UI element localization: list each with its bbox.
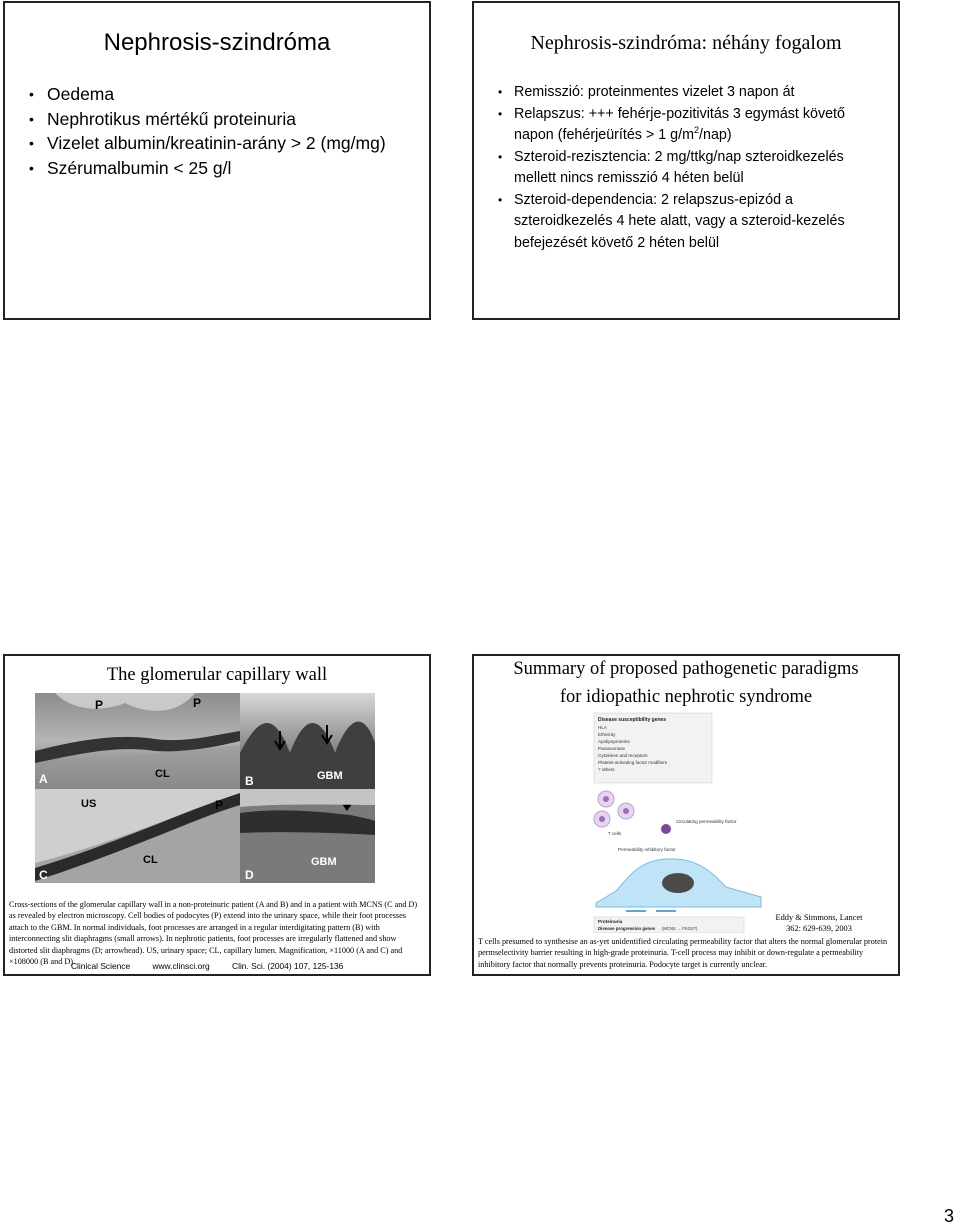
label-cl: CL xyxy=(155,768,170,780)
electron-micrograph-image xyxy=(35,693,375,883)
box-subheading: (MCNS → FSGS?) xyxy=(662,926,698,931)
list-item: • Szérumalbumin < 25 g/l xyxy=(27,156,387,181)
label-a: A xyxy=(39,772,48,786)
slide-title: for idiopathic nephrotic syndrome xyxy=(559,687,813,707)
label-gbm: GBM xyxy=(317,770,343,782)
podocyte-nucleus xyxy=(662,873,694,893)
reference-line: Eddy & Simmons, Lancet xyxy=(775,913,863,922)
slide-glomerular-capillary-wall xyxy=(3,654,431,976)
box-item: Ethnicity xyxy=(598,732,616,737)
label-gbm: GBM xyxy=(311,856,337,868)
slide-title: The glomerular capillary wall xyxy=(106,665,328,685)
figure-caption: Cross-sections of the glomerular capillary wall in a non-proteinuric patient (A and B) and in a patient with MCNS (C and D) as revealed by electron microscopy. Cell bodies of podocytes (P) extend into the urinary space, while their foot processes attach to the GBM. In normal individuals, foot processes are arranged in a regular interdigitating pattern (B) with interconnecting slit diaphragms (small arrows). In nephrotic patients, foot processes are irregularly flattened and show distorted slit diaphragms (D; arrowhead). US, urinary space; CL, capillary lumen. Magnification, ×11000 (A and C) and ×108000 (B and D). xyxy=(9,900,418,967)
list-item xyxy=(496,104,876,147)
citation xyxy=(71,961,363,971)
reference-line: 362: 629-639, 2003 xyxy=(786,924,852,933)
urinary-space xyxy=(240,789,375,807)
list-item: • Nephrotikus mértékű proteinuria xyxy=(27,107,387,132)
list-item-text: /nap) xyxy=(699,127,732,143)
journal-url: www.clinsci.org xyxy=(152,961,210,971)
foot-processes xyxy=(240,722,375,789)
list-item: • Remisszió: proteinmentes vizelet 3 napon át xyxy=(496,82,876,104)
pathogenesis-diagram xyxy=(586,711,786,933)
bullet-list xyxy=(496,82,876,254)
label-p: P xyxy=(95,698,104,712)
list-item-text: Relapszus: +++ fehérje-pozitivitás 3 egymást követő napon (fehérjeürítés > 1 g/m xyxy=(514,105,845,143)
slide-title: Nephrosis-szindróma xyxy=(103,29,331,56)
slide-nephrosis-syndrome xyxy=(3,1,431,320)
slide-title: Nephrosis-szindróma: néhány fogalom xyxy=(530,32,842,54)
permeability-factor xyxy=(661,824,671,834)
t-cell-nucleus xyxy=(623,808,629,814)
inhibitory-factor-label: Permeability inhibitory factor xyxy=(618,847,676,852)
slide-pathogenetic-paradigms xyxy=(472,654,900,976)
box-item: Platelet-activating factor modifiers xyxy=(598,760,667,765)
proteinuria-label: Proteinuria xyxy=(598,919,623,924)
box-item: HLA xyxy=(598,725,607,730)
list-item: • Szteroid-rezisztencia: 2 mg/ttkg/nap szteroidkezelés mellett nincs remisszió 4 héten belül xyxy=(496,147,876,190)
t-cell-nucleus xyxy=(599,816,605,822)
journal-name: Clinical Science xyxy=(71,961,131,971)
reference xyxy=(764,912,874,934)
list-item: • Oedema xyxy=(27,82,387,107)
bullet-list xyxy=(27,82,387,180)
figure-caption: T cells presumed to synthesise an as-yet unidentified circulating permeability factor that alters the normal glomerular protein permselectivity barrier resulting in high-grade proteinuria. T-cell process may inhibit or down-regulate a permeability inhibitory factor that normally prevents proteinuria. Podocyte target is currently unclear. xyxy=(478,937,888,969)
t-cell-nucleus xyxy=(603,796,609,802)
page-number: 3 xyxy=(944,1206,955,1226)
label-p: P xyxy=(193,696,202,710)
label-b: B xyxy=(245,774,254,788)
superscript: 2 xyxy=(694,125,700,136)
label-us: US xyxy=(81,798,97,810)
box-item: Apolipoproteins xyxy=(598,739,630,744)
circulating-factor-label: Circulating permeability factor xyxy=(676,819,737,824)
box-item: Cytokines and receptors xyxy=(598,753,648,758)
slide-definitions xyxy=(472,1,900,320)
box-heading: Disease progression genes xyxy=(598,926,656,931)
journal-reference: Clin. Sci. (2004) 107, 125-136 xyxy=(232,961,344,971)
list-item: • Szteroid-dependencia: 2 relapszus-epizód a szteroidkezelés 4 hete alatt, vagy a szteroid-kezelés befejezését követő 2 héten belül xyxy=(496,190,876,255)
box-heading: Disease susceptibility genes xyxy=(598,717,667,723)
t-cells-label: T cells xyxy=(608,831,622,836)
box-item: ? others xyxy=(598,767,615,772)
label-c: C xyxy=(39,868,48,882)
label-d: D xyxy=(245,868,254,882)
label-p: P xyxy=(215,798,224,812)
list-item: • Vizelet albumin/kreatinin-arány > 2 (mg/mg) xyxy=(27,131,387,156)
label-cl: CL xyxy=(143,854,158,866)
slide-title: Summary of proposed pathogenetic paradigms xyxy=(513,659,859,679)
box-item: Paraoxonase xyxy=(598,746,626,751)
